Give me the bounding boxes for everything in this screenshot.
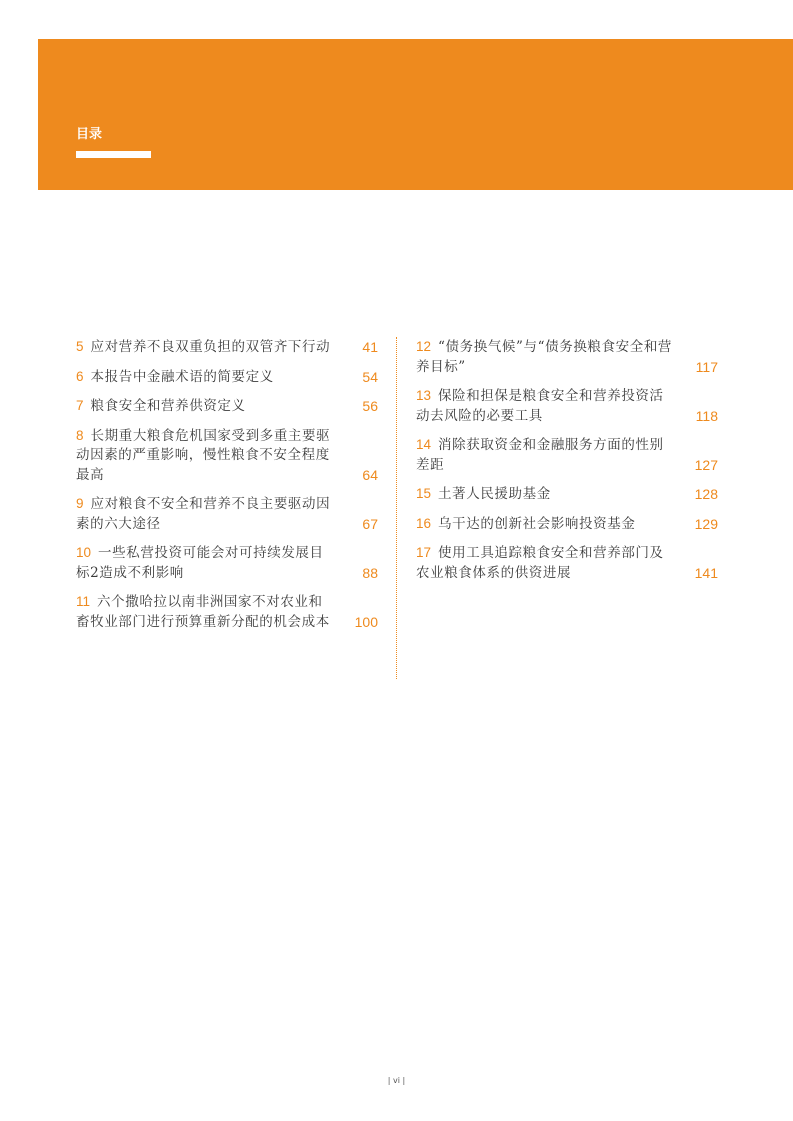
- toc-entry[interactable]: [416, 543, 718, 583]
- toc-entry-number: 9: [76, 496, 84, 511]
- toc-entry[interactable]: [76, 396, 378, 417]
- toc-entry-number: 11: [76, 594, 91, 609]
- toc-entry-title: 乌干达的创新社会影响投资基金: [438, 515, 636, 532]
- toc-entry-title: 土著人民援助基金: [438, 486, 551, 502]
- toc-entry[interactable]: [76, 494, 378, 534]
- toc-entry-number: 16: [416, 515, 432, 531]
- toc-entry-title: 长期重大粮食危机国家受到多重主要驱动因素的严重影响，慢性粮食不安全程度最高: [76, 427, 331, 483]
- toc-entry-title: 粮食安全和营养供资定义: [90, 398, 246, 414]
- toc-entry[interactable]: [76, 337, 378, 358]
- toc-entry-number: 10: [76, 545, 92, 560]
- header-banner: [38, 39, 793, 190]
- page-title: 目录: [76, 127, 103, 142]
- toc-entry-number: 7: [76, 398, 84, 413]
- toc-entry-title: 本报告中金融术语的简要定义: [90, 368, 274, 385]
- toc-entry-page: 64: [362, 466, 378, 483]
- toc-entry-page: 67: [362, 515, 378, 532]
- toc-entry-number: 8: [76, 427, 84, 443]
- toc-entry-number: 14: [416, 437, 432, 452]
- toc-entry-page: 127: [694, 456, 718, 473]
- toc-entry[interactable]: [416, 386, 718, 426]
- toc-entry-page: 128: [694, 486, 718, 502]
- toc-entry-page: 56: [362, 398, 378, 414]
- toc-entry-page: 54: [362, 368, 378, 385]
- toc-entry-number: 5: [76, 339, 84, 354]
- toc-entry-page: 141: [694, 564, 718, 581]
- toc-entry-page: 129: [694, 515, 718, 532]
- toc-column-right: [416, 337, 718, 592]
- toc-entry-page: 117: [695, 358, 718, 375]
- toc-entry-number: 12: [416, 339, 432, 354]
- toc-entry[interactable]: [416, 514, 718, 535]
- toc-entry-title: 六个撒哈拉以南非洲国家不对农业和畜牧业部门进行预算重新分配的机会成本: [76, 594, 330, 630]
- toc-entry[interactable]: [416, 435, 718, 475]
- toc-entry-title: 消除获取资金和金融服务方面的性别差距: [416, 437, 664, 473]
- toc-entry[interactable]: [76, 592, 378, 632]
- title-underline: [76, 151, 151, 158]
- toc-entry-title: 使用工具追踪粮食安全和营养部门及农业粮食体系的供资进展: [416, 545, 664, 581]
- toc-entry[interactable]: [416, 484, 718, 505]
- page-number: | vi |: [387, 1076, 406, 1085]
- toc-entry[interactable]: [76, 543, 378, 583]
- toc-entry-number: 6: [76, 368, 84, 384]
- toc-entry-number: 13: [416, 388, 432, 403]
- toc-entry-number: 15: [416, 486, 432, 501]
- toc-entry-title: 应对粮食不安全和营养不良主要驱动因素的六大途径: [76, 496, 331, 532]
- toc-column-left: [76, 337, 378, 641]
- toc-entry-title: “债务换气候”与“债务换粮食安全和营养目标”: [416, 339, 673, 375]
- toc-entry-page: 88: [362, 564, 378, 581]
- toc-entry-number: 17: [416, 545, 432, 560]
- toc-entry-title: 一些私营投资可能会对可持续发展目标2造成不利影响: [76, 545, 324, 581]
- toc-entry[interactable]: [76, 367, 378, 388]
- toc-entry-page: 100: [354, 613, 378, 630]
- toc-entry-title: 保险和担保是粮食安全和营养投资活动去风险的必要工具: [416, 388, 664, 424]
- toc-entry[interactable]: [416, 337, 718, 377]
- toc-entry[interactable]: [76, 426, 378, 486]
- toc-entry-page: 41: [362, 339, 378, 355]
- toc-entry-page: 118: [695, 407, 718, 424]
- column-divider: [396, 337, 397, 679]
- toc-entry-title: 应对营养不良双重负担的双管齐下行动: [90, 339, 331, 355]
